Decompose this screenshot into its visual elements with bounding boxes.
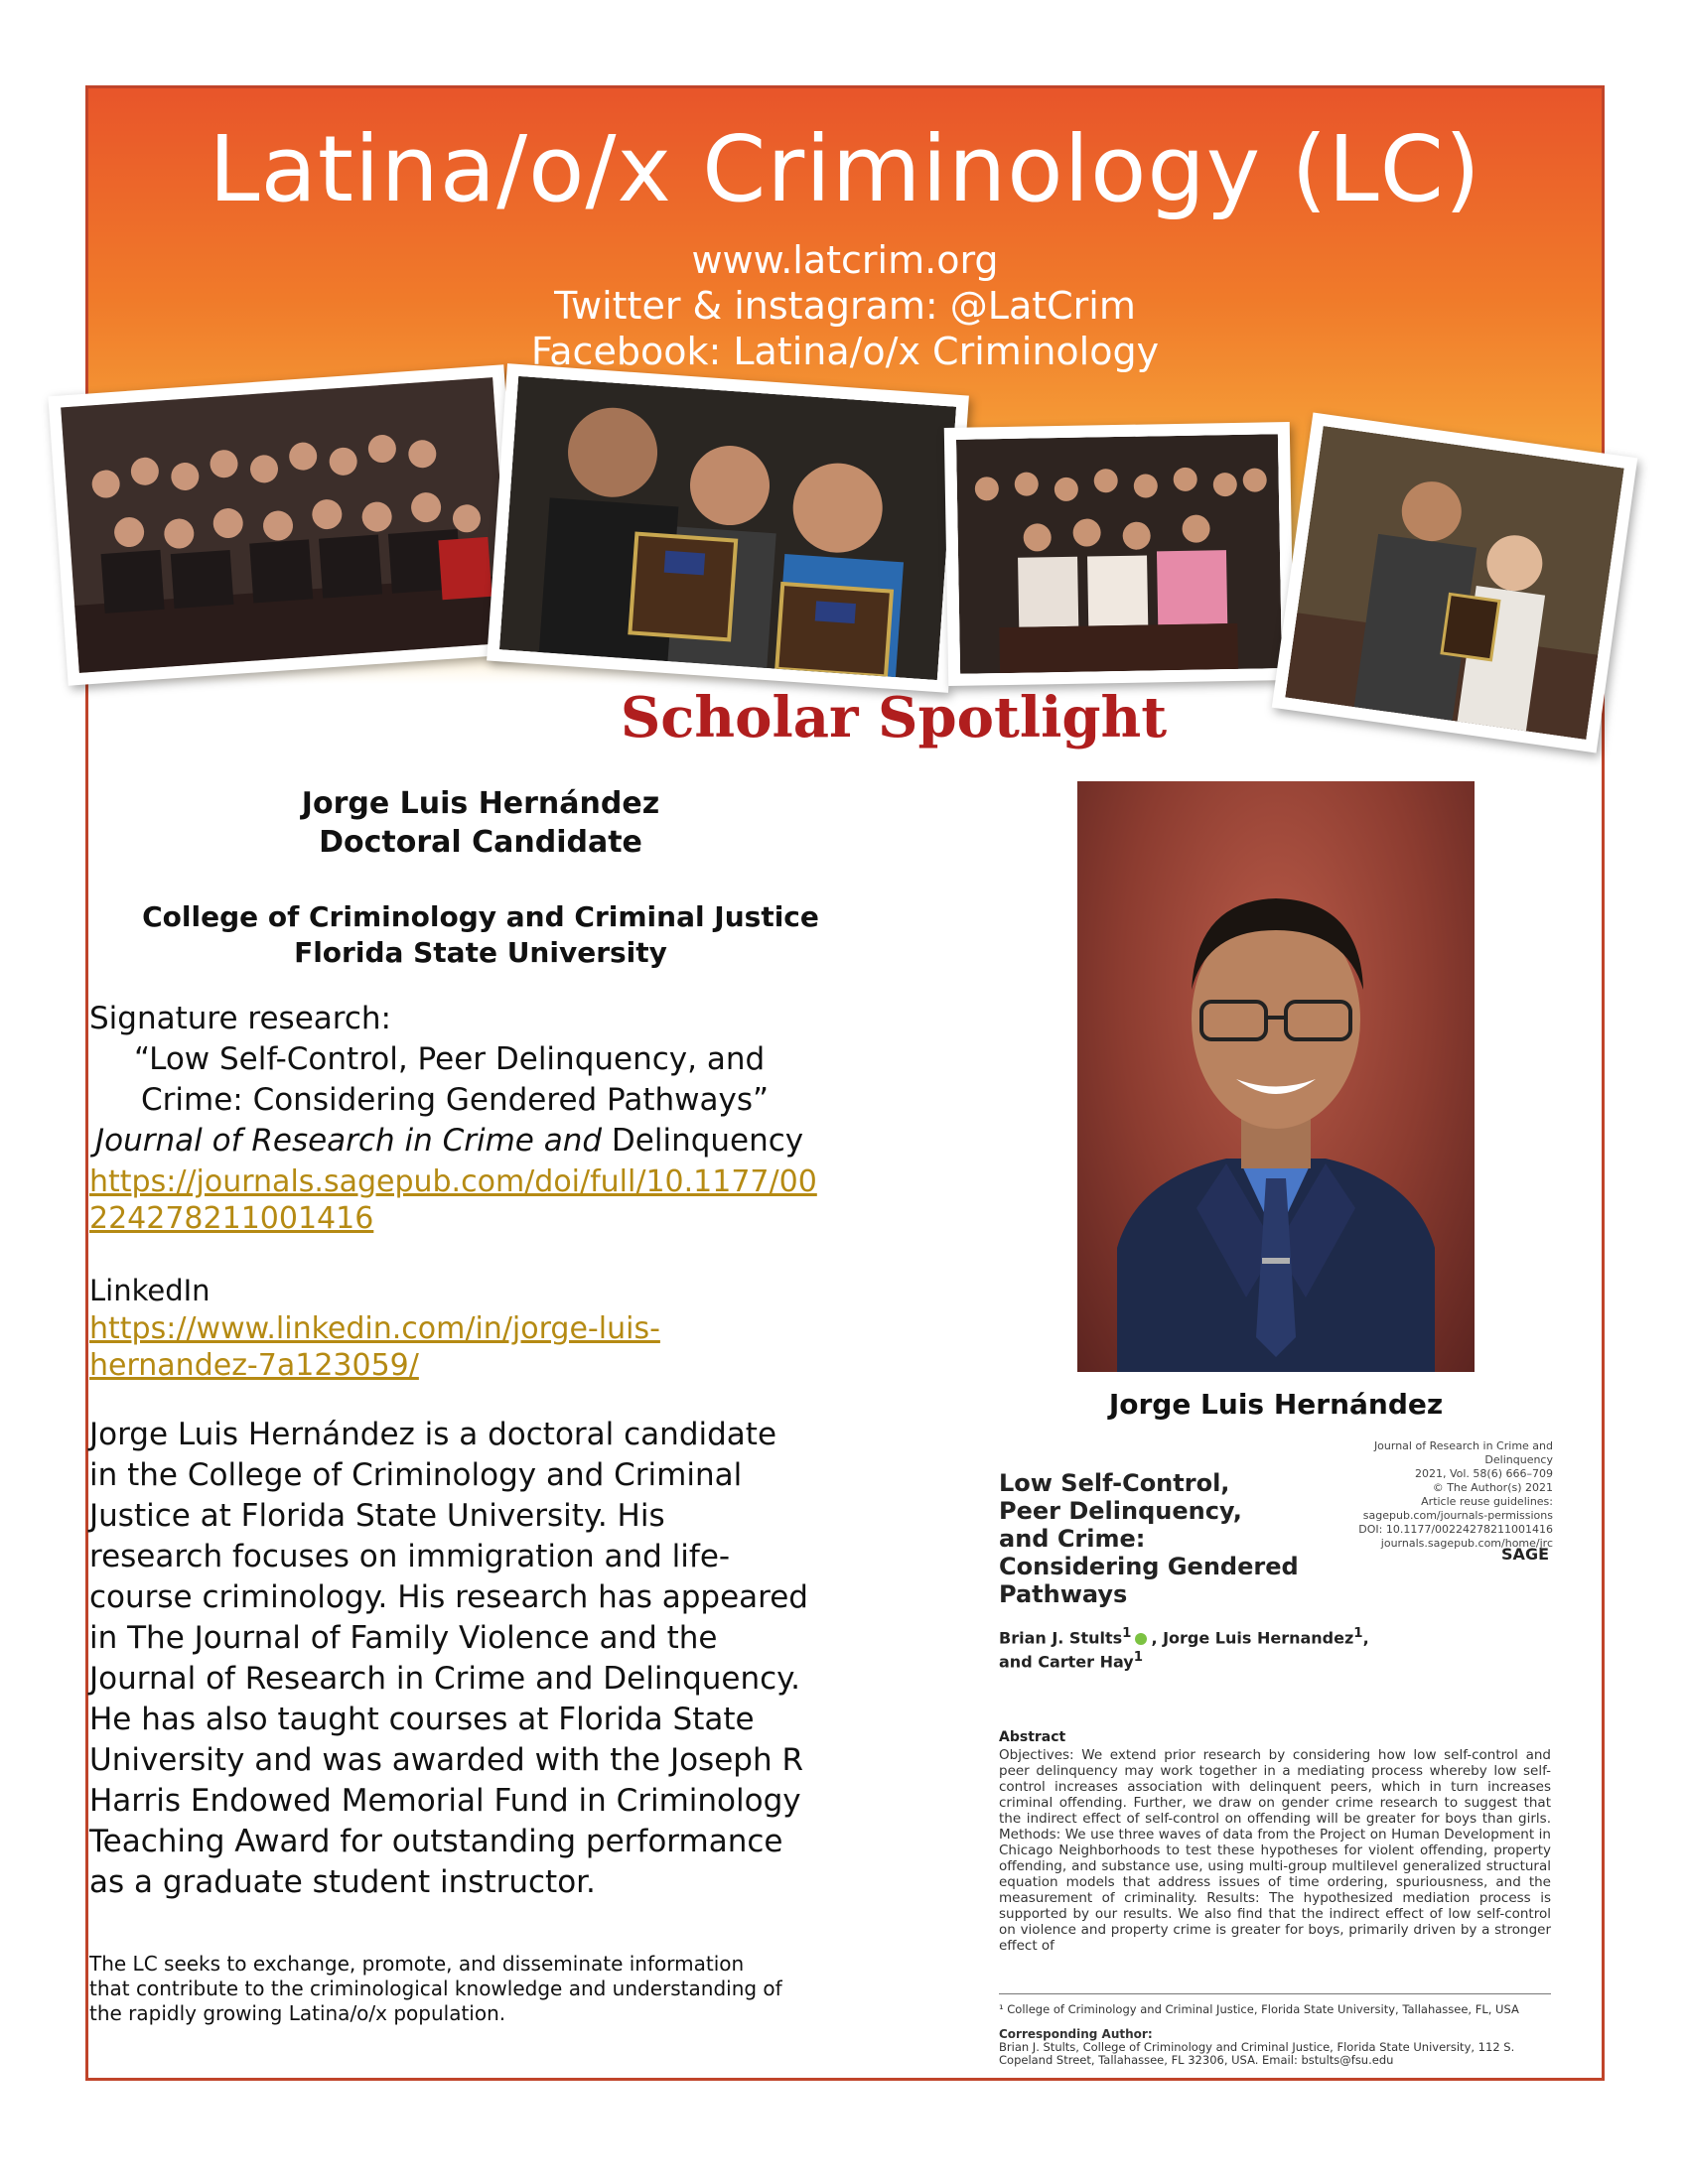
meta-line: © The Author(s) 2021 bbox=[1432, 1481, 1553, 1494]
paper-title-line: Considering Gendered bbox=[999, 1553, 1299, 1580]
paper-title-line: Peer Delinquency, bbox=[999, 1497, 1242, 1525]
corresponding-heading: Corresponding Author: bbox=[999, 2027, 1153, 2041]
university-name: Florida State University bbox=[294, 936, 667, 969]
spotlight-heading: Scholar Spotlight bbox=[620, 685, 1168, 751]
linkedin-link-line1[interactable]: https://www.linkedin.com/in/jorge-luis- bbox=[89, 1311, 660, 1346]
sage-logo: SAGE bbox=[1501, 1545, 1549, 1564]
mission-line: the rapidly growing Latina/o/x population. bbox=[89, 2001, 506, 2025]
paper-meta bbox=[1358, 1439, 1553, 1551]
bio-line: in the College of Criminology and Criminal bbox=[89, 1457, 743, 1493]
orcid-icon bbox=[1135, 1633, 1147, 1645]
website-text: www.latcrim.org bbox=[691, 238, 999, 282]
group-photo-1 bbox=[48, 364, 523, 685]
meta-line: Article reuse guidelines: bbox=[1421, 1495, 1553, 1508]
award-photo bbox=[487, 363, 969, 693]
abstract-text: Objectives: We extend prior research by considering how low self-control and peer delinquency may work together in a mediating process whereby low self-control increases association with delinquent peers, which in turn increases criminal offending. Further, we draw on gender crime research to suggest that the indirect effect of self-control on offending will be greater for boys than girls. Methods: We use three waves of data from the Project on Human Development in Chicago Neighborhoods to test these hypotheses for violent offending, property offending, and substance use, using multi-group multilevel generalized structural equation models that address issues of time ordering, spuriousness, and the measurement of criminality. Results: The hypothesized mediation process is supported by our results. We also find that the indirect effect of low self-control on violence and property crime is greater for boys, primarily driven by a stronger effect of bbox=[999, 1747, 1551, 1954]
paper-title-line: and Crime: bbox=[999, 1525, 1146, 1553]
award-photo-2 bbox=[1272, 412, 1638, 752]
scholar-name: Jorge Luis Hernández bbox=[301, 786, 660, 821]
research-label: Signature research: bbox=[89, 1001, 391, 1036]
mission-line: that contribute to the criminological knowledge and understanding of bbox=[89, 1977, 782, 2000]
paper-title-line: Pathways bbox=[999, 1580, 1128, 1608]
scholar-portrait bbox=[1077, 781, 1475, 1372]
scholar-title: Doctoral Candidate bbox=[319, 825, 642, 860]
mission-statement bbox=[89, 1952, 884, 2026]
doi-link-line2[interactable]: 224278211001416 bbox=[89, 1201, 374, 1236]
bio-line: University and was awarded with the Joseph R bbox=[89, 1742, 803, 1778]
bio-line: Teaching Award for outstanding performance bbox=[89, 1824, 783, 1859]
corresponding-text: Brian J. Stults, College of Criminology and Criminal Justice, Florida State University, 112 S. Copeland Street, Tallahassee, FL 32306, USA. Email: bstults@fsu.edu bbox=[999, 2040, 1515, 2067]
linkedin-link-line2[interactable]: hernandez-7a123059/ bbox=[89, 1348, 419, 1383]
bio-line: research focuses on immigration and life- bbox=[89, 1539, 731, 1574]
scholar-bio bbox=[89, 1415, 884, 1903]
journal-name-rest: Delinquency bbox=[602, 1123, 804, 1159]
mission-line: The LC seeks to exchange, promote, and disseminate information bbox=[89, 1952, 745, 1976]
portrait-caption: Jorge Luis Hernández bbox=[1108, 1388, 1444, 1421]
bio-line: Harris Endowed Memorial Fund in Criminology bbox=[89, 1783, 801, 1819]
affiliation-note: ¹ College of Criminology and Criminal Justice, Florida State University, Tallahassee, FL, USA bbox=[999, 2002, 1519, 2016]
article-title-line1: “Low Self-Control, Peer Delinquency, and bbox=[134, 1041, 766, 1077]
divider bbox=[999, 1993, 1551, 1994]
abstract-heading: Abstract bbox=[999, 1729, 1066, 1745]
bio-line: Journal of Research in Crime and Delinquency. bbox=[89, 1661, 800, 1697]
bio-line: Jorge Luis Hernández is a doctoral candidate bbox=[89, 1417, 777, 1452]
twitter-text: Twitter & instagram: @LatCrim bbox=[554, 284, 1136, 328]
meta-line: sagepub.com/journals-permissions bbox=[1362, 1509, 1553, 1522]
author-name: , Jorge Luis Hernandez bbox=[1151, 1628, 1354, 1648]
meta-line: 2021, Vol. 58(6) 666–709 bbox=[1414, 1467, 1553, 1480]
author-name: Brian J. Stults bbox=[999, 1628, 1123, 1648]
linkedin-label: LinkedIn bbox=[89, 1274, 211, 1307]
article-title-line2: Crime: Considering Gendered Pathways” bbox=[141, 1082, 770, 1118]
bio-line: in The Journal of Family Violence and the bbox=[89, 1620, 718, 1656]
bio-line: Justice at Florida State University. His bbox=[89, 1498, 665, 1534]
bio-line: He has also taught courses at Florida State bbox=[89, 1702, 755, 1737]
paper-preview bbox=[993, 1439, 1559, 2075]
paper-title bbox=[999, 1469, 1299, 1608]
journal-name bbox=[95, 1121, 803, 1161]
college-name: College of Criminology and Criminal Justice bbox=[142, 900, 819, 933]
meta-line: journals.sagepub.com/home/jrc bbox=[1380, 1537, 1553, 1550]
page-title: Latina/o/x Criminology (LC) bbox=[209, 116, 1481, 222]
author-name: and Carter Hay bbox=[999, 1652, 1134, 1672]
meta-line: DOI: 10.1177/00224278211001416 bbox=[1358, 1523, 1553, 1536]
facebook-text: Facebook: Latina/o/x Criminology bbox=[530, 330, 1160, 373]
bio-line: course criminology. His research has appeared bbox=[89, 1579, 808, 1615]
meta-line: Journal of Research in Crime and bbox=[1373, 1439, 1553, 1452]
group-photo-2 bbox=[944, 422, 1294, 686]
journal-name-italic: Journal of Research in Crime and bbox=[95, 1123, 603, 1159]
doi-link-line1[interactable]: https://journals.sagepub.com/doi/full/10.1177/00 bbox=[89, 1164, 817, 1199]
paper-title-line: Low Self-Control, bbox=[999, 1469, 1230, 1497]
paper-authors: Brian J. Stults$^1$ , Jorge Luis Hernandez$^1$, and Carter Hay$^1$ bbox=[999, 1626, 1369, 1672]
meta-line: Delinquency bbox=[1484, 1453, 1553, 1466]
bio-line: as a graduate student instructor. bbox=[89, 1864, 596, 1900]
